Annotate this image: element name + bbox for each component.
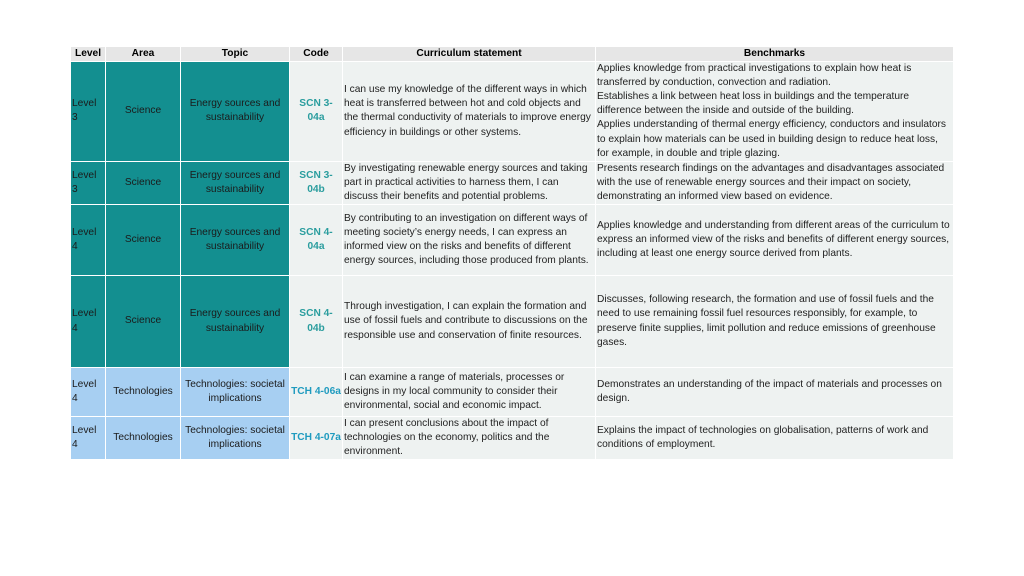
- benchmark-item: Establishes a link between heat loss in buildings and the temperature difference between the inside and outside of the building.: [597, 91, 910, 117]
- benchmarks-cell: [596, 276, 954, 368]
- table-row: [71, 276, 954, 368]
- code-cell: SCN 4-04b: [290, 276, 343, 368]
- benchmark-item: Discusses, following research, the formation and use of fossil fuels and the need to use remaining fossil fuel resources responsibly, for example, to preserve finite supplies, limit pollution and reduce emissions of greenhouse gases.: [597, 294, 936, 348]
- area-cell: Science: [106, 161, 181, 204]
- table-row: [71, 368, 954, 417]
- header-benchmarks: Benchmarks: [596, 47, 954, 62]
- code-cell: TCH 4-06a: [290, 368, 343, 417]
- benchmark-item: Demonstrates an understanding of the impact of materials and processes on design.: [597, 378, 942, 405]
- topic-cell: Technologies: societal implications: [181, 417, 290, 460]
- benchmarks-cell: [596, 205, 954, 276]
- code-cell: SCN 3-04b: [290, 161, 343, 204]
- table-row: [71, 205, 954, 276]
- header-row: [71, 47, 954, 62]
- code-cell: SCN 4-04a: [290, 205, 343, 276]
- area-cell: Technologies: [106, 417, 181, 460]
- topic-cell: Energy sources and sustainability: [181, 161, 290, 204]
- level-cell: Level 4: [71, 368, 106, 417]
- area-cell: Science: [106, 205, 181, 276]
- statement-cell: I can examine a range of materials, processes or designs in my local community to consider their environmental, social and economic impact.: [343, 368, 596, 417]
- level-cell: Level 3: [71, 161, 106, 204]
- header-level: Level: [71, 47, 106, 62]
- level-cell: Level 4: [71, 205, 106, 276]
- benchmark-item: Explains the impact of technologies on globalisation, patterns of work and conditions of employment.: [597, 425, 929, 451]
- code-cell: TCH 4-07a: [290, 417, 343, 460]
- benchmark-item: Applies understanding of thermal energy efficiency, conductors and insulators to explain how materials can be used in building design to reduce heat loss, for example, in double and triple glazing.: [597, 119, 947, 159]
- statement-cell: Through investigation, I can explain the formation and use of fossil fuels and contribute to discussions on the responsible use and conservation of finite resources.: [343, 276, 596, 368]
- benchmark-item: Applies knowledge and understanding from different areas of the curriculum to express an informed view of the risks and benefits of different energy sources, including at least one energy source derived from plants.: [597, 219, 950, 260]
- benchmarks-cell: [596, 368, 954, 417]
- curriculum-table: [70, 46, 954, 460]
- table-row: [71, 161, 954, 204]
- level-cell: Level 3: [71, 62, 106, 162]
- topic-cell: Energy sources and sustainability: [181, 205, 290, 276]
- header-curriculum-statement: Curriculum statement: [343, 47, 596, 62]
- statement-cell: By contributing to an investigation on different ways of meeting society’s energy needs, I can express an informed view on the risks and benefits of different energy sources, including those produced from plants.: [343, 205, 596, 276]
- header-code: Code: [290, 47, 343, 62]
- area-cell: Science: [106, 276, 181, 368]
- topic-cell: Technologies: societal implications: [181, 368, 290, 417]
- area-cell: Science: [106, 62, 181, 162]
- statement-cell: By investigating renewable energy sources and taking part in practical activities to harness them, I can discuss their benefits and potential problems.: [343, 161, 596, 204]
- benchmarks-cell: [596, 62, 954, 162]
- level-cell: Level 4: [71, 276, 106, 368]
- header-area: Area: [106, 47, 181, 62]
- level-cell: Level 4: [71, 417, 106, 460]
- benchmarks-cell: [596, 417, 954, 460]
- topic-cell: Energy sources and sustainability: [181, 276, 290, 368]
- benchmarks-cell: [596, 161, 954, 204]
- table-row: [71, 62, 954, 162]
- area-cell: Technologies: [106, 368, 181, 417]
- table-row: [71, 417, 954, 460]
- topic-cell: Energy sources and sustainability: [181, 62, 290, 162]
- statement-cell: I can use my knowledge of the different ways in which heat is transferred between hot and cold objects and the thermal conductivity of materials to improve energy efficiency in buildings or other systems.: [343, 62, 596, 162]
- header-topic: Topic: [181, 47, 290, 62]
- statement-cell: I can present conclusions about the impact of technologies on the economy, politics and the environment.: [343, 417, 596, 460]
- benchmark-item: Applies knowledge from practical investigations to explain how heat is transferred by conduction, convection and radiation.: [597, 63, 912, 89]
- code-cell: SCN 3-04a: [290, 62, 343, 162]
- benchmark-item: Presents research findings on the advantages and disadvantages associated with the use of renewable energy sources and their impact on society, demonstrating an informed view based on evidence.: [597, 162, 945, 202]
